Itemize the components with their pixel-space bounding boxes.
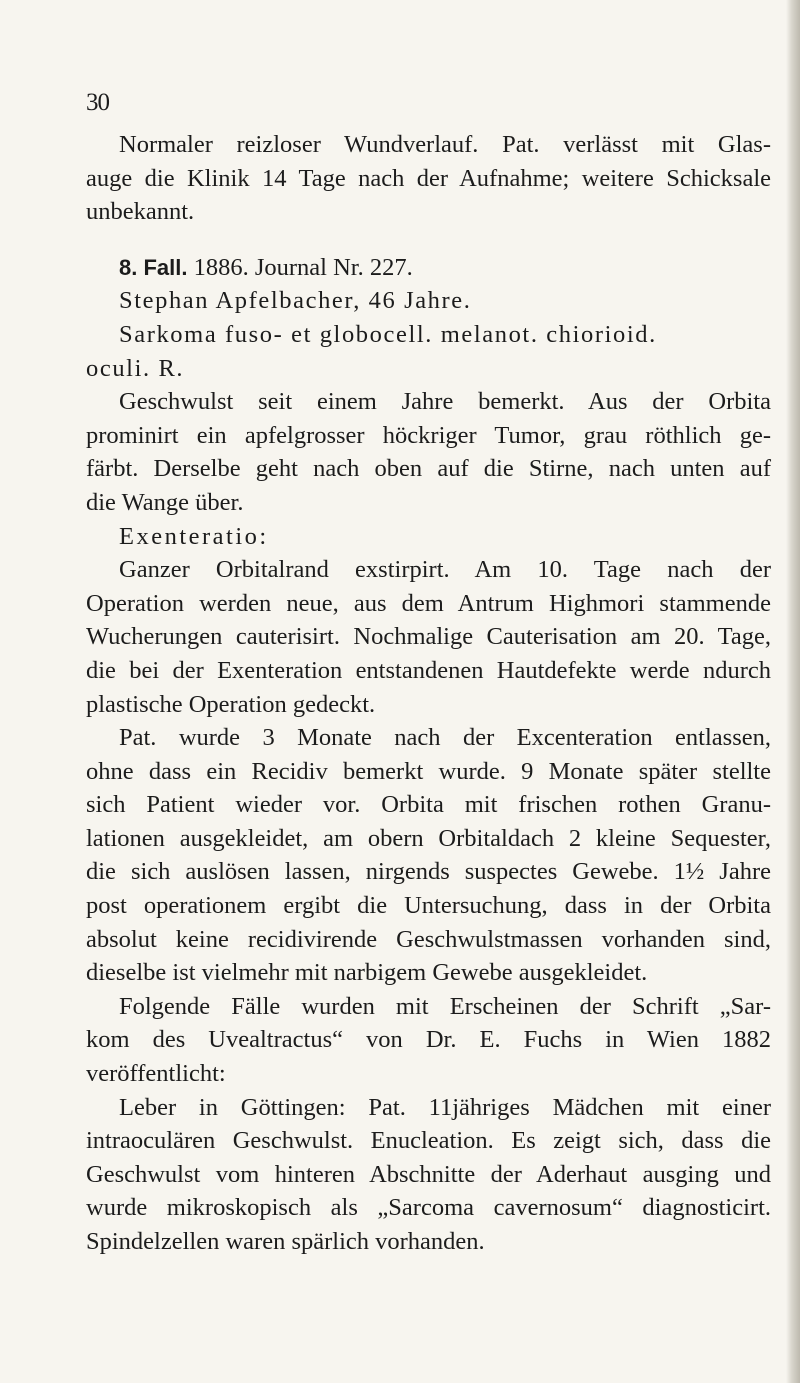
text-line: lationen ausgekleidet, am obern Orbitaldach 2 kleine Sequester, bbox=[86, 824, 771, 852]
diagnosis-line: Sarkoma fuso- et globocell. melanot. chiorioid. bbox=[119, 320, 657, 348]
case-heading-line bbox=[86, 251, 771, 285]
case-label: 8. Fall. bbox=[119, 254, 188, 280]
text-line: absolut keine recidivirende Geschwulstmassen vorhanden sind, bbox=[86, 925, 771, 953]
body-text bbox=[86, 128, 771, 1259]
text-line: Pat. wurde 3 Monate nach der Excenteration entlassen, bbox=[119, 724, 771, 752]
diagnosis-line-cont: oculi. R. bbox=[86, 354, 185, 382]
text-line: Leber in Göttingen: Pat. 11jähriges Mädchen mit einer bbox=[119, 1093, 771, 1121]
text-line: plastische Operation gedeckt. bbox=[86, 690, 376, 718]
text-line: Wucherungen cauterisirt. Nochmalige Cauterisation am 20. Tage, bbox=[86, 623, 771, 651]
text-line: wurde mikroskopisch als „Sarcoma cavernosum“ diagnosticirt. bbox=[86, 1194, 771, 1222]
text-line: Normaler reizloser Wundverlauf. Pat. verlässt mit Glas- bbox=[119, 131, 771, 158]
patient-line bbox=[86, 284, 771, 318]
text-line: dieselbe ist vielmehr mit narbigem Gewebe ausgekleidet. bbox=[86, 959, 648, 987]
patient-name: Stephan Apfelbacher, 46 Jahre. bbox=[119, 287, 472, 315]
procedure-heading: Exenteratio: bbox=[119, 522, 269, 550]
text-line: die Wange über. bbox=[86, 488, 244, 516]
text-line: Geschwulst seit einem Jahre bemerkt. Aus der Orbita bbox=[119, 388, 771, 416]
citation-line: kom des Uvealtractus“ von Dr. E. Fuchs in Wien 1882 bbox=[86, 1026, 771, 1054]
text-line: ohne dass ein Recidiv bemerkt wurde. 9 Monate später stellte bbox=[86, 757, 771, 785]
text-line: die bei der Exenteration entstandenen Hautdefekte werde ndurch bbox=[86, 656, 771, 684]
page-edge-shadow bbox=[786, 0, 800, 1383]
text-line: Ganzer Orbitalrand exstirpirt. Am 10. Tage nach der bbox=[119, 556, 771, 584]
text-line: die sich auslösen lassen, nirgends suspectes Gewebe. 1½ Jahre bbox=[86, 858, 771, 886]
text-line: Operation werden neue, aus dem Antrum Highmori stammende bbox=[86, 589, 771, 617]
case-journal: 1886. Journal Nr. 227. bbox=[193, 253, 413, 281]
text-line: post operationem ergibt die Untersuchung, dass in der Orbita bbox=[86, 892, 771, 920]
text-line: färbt. Derselbe geht nach oben auf die Stirne, nach unten auf bbox=[86, 455, 771, 483]
text-line: intraoculären Geschwulst. Enucleation. Es zeigt sich, dass die bbox=[86, 1127, 771, 1155]
text-line: auge die Klinik 14 Tage nach der Aufnahme; weitere Schicksale bbox=[86, 164, 771, 192]
text-line: prominirt ein apfelgrosser höckriger Tumor, grau röthlich ge- bbox=[86, 421, 771, 449]
text-line: Geschwulst vom hinteren Abschnitte der Aderhaut ausging und bbox=[86, 1160, 771, 1188]
text-line: Folgende Fälle wurden mit Erscheinen der Schrift „Sar- bbox=[119, 992, 771, 1020]
page-number: 30 bbox=[86, 89, 109, 116]
text-line: unbekannt. bbox=[86, 198, 195, 226]
text-line: Spindelzellen waren spärlich vorhanden. bbox=[86, 1228, 485, 1255]
text-line: veröffentlicht: bbox=[86, 1060, 226, 1088]
text-line: sich Patient wieder vor. Orbita mit frischen rothen Granu- bbox=[86, 791, 771, 819]
blank-line bbox=[86, 229, 771, 251]
